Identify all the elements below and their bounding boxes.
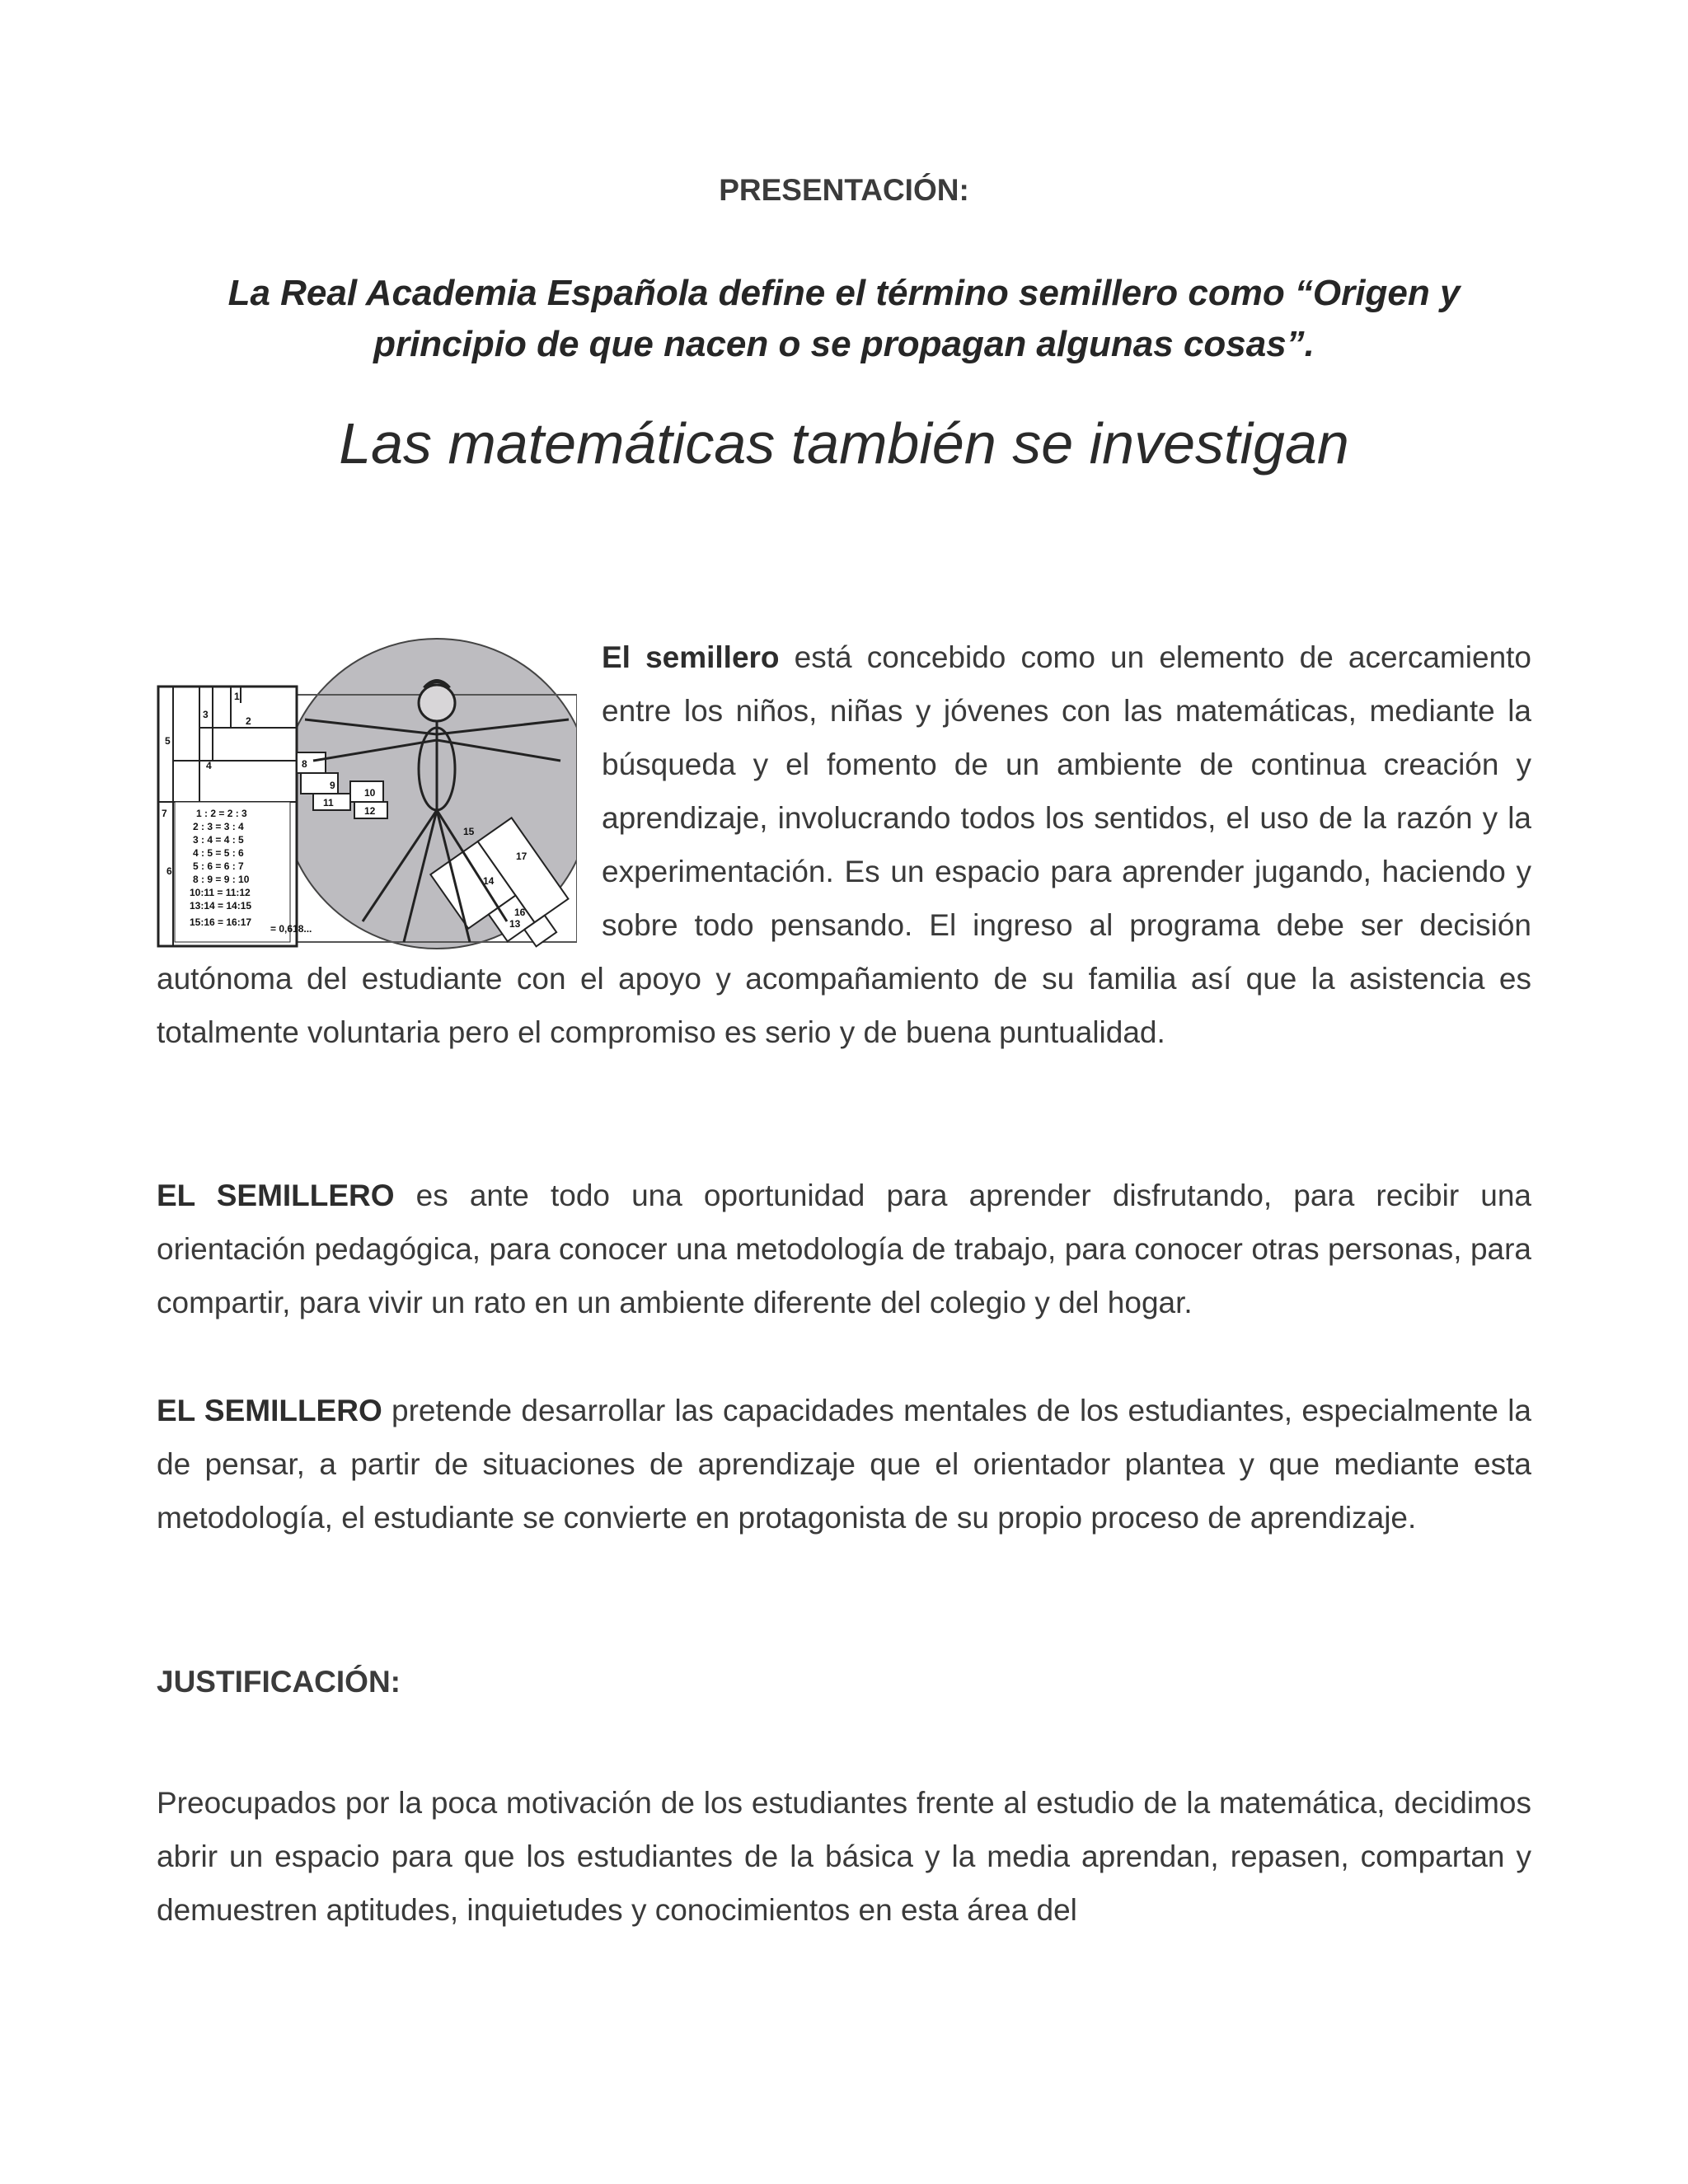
figure-number-1: 1 — [234, 691, 240, 702]
figure-number-7: 7 — [162, 808, 167, 819]
ratio-line: 4 : 5 = 5 : 6 — [193, 847, 244, 859]
ratio-line: 1 : 2 = 2 : 3 — [196, 808, 247, 819]
figure-number-13: 13 — [509, 918, 521, 930]
figure-number-9: 9 — [330, 780, 335, 791]
semillero-lead: El semillero — [602, 640, 780, 674]
paragraph-text: está concebido como un elemento de acercamiento entre los niños, niñas y jóvenes con las matemáticas, mediante la búsqueda y el fomento de un ambiente de continua creación y aprendizaje, involucrando todos los sentidos, el uso de la razón y la experimentación. Es un espacio para aprender jugando, haciendo y sobre todo pensando. El ingreso al programa debe ser decisión autónoma del estudiante con el apoyo y acompañamiento de su familia así que la asistencia es totalmente voluntaria pero el compromiso es serio y de buena puntualidad. — [157, 640, 1532, 1049]
section-heading-justificacion: JUSTIFICACIÓN: — [157, 1665, 401, 1699]
vitruvian-man-illustration — [157, 637, 577, 950]
figure-number-6: 6 — [166, 865, 172, 877]
figure-number-5: 5 — [165, 735, 171, 747]
page-subtitle: Las matemáticas también se investigan — [339, 411, 1349, 476]
figure-number-14: 14 — [483, 875, 495, 887]
semillero-lead: EL SEMILLERO — [157, 1394, 382, 1427]
ratio-line: 8 : 9 = 9 : 10 — [193, 874, 250, 885]
paragraph-text: pretende desarrollar las capacidades mentales de los estudiantes, especialmente la de pensar, a partir de situaciones de aprendizaje que el orientador plantea y que mediante esta metodología, el estudiante se convierte en protagonista de su propio proceso de aprendizaje. — [157, 1394, 1532, 1535]
ratio-line: 13:14 = 14:15 — [190, 900, 252, 912]
figure-number-4: 4 — [206, 760, 212, 771]
figure-number-8: 8 — [302, 758, 307, 770]
paragraph-text: es ante todo una oportunidad para aprender disfrutando, para recibir una orientación pedagógica, para conocer una metodología de trabajo, para conocer otras personas, para compartir, para vivir un rato en un ambiente diferente del colegio y del hogar. — [157, 1179, 1532, 1319]
paragraph-semillero-oportunidad — [157, 1169, 1531, 1329]
paragraph-semillero-intro — [157, 630, 1531, 1059]
ratio-line: 3 : 4 = 4 : 5 — [193, 834, 244, 846]
section-heading-presentacion: PRESENTACIÓN: — [719, 173, 969, 207]
ratio-line: 10:11 = 11:12 — [190, 887, 251, 898]
figure-number-15: 15 — [463, 826, 475, 837]
semillero-lead: EL SEMILLERO — [157, 1179, 395, 1212]
figure-number-10: 10 — [364, 787, 376, 799]
paragraph-semillero-capacidades — [157, 1384, 1531, 1544]
figure-number-17: 17 — [516, 851, 528, 862]
figure-number-12: 12 — [364, 805, 376, 817]
figure-number-16: 16 — [514, 907, 526, 918]
rae-quote: La Real Academia Española define el término semillero como “Origen y principio de que nacen o se propagan algunas cosas”. — [227, 273, 1461, 364]
ratio-line: 2 : 3 = 3 : 4 — [193, 821, 244, 832]
paragraph-justificacion: Preocupados por la poca motivación de los estudiantes frente al estudio de la matemática, decidimos abrir un espacio para que los estudiantes de la básica y la media aprendan, repasen, compartan y demuestren aptitudes, inquietudes y conocimientos en esta área del — [157, 1786, 1531, 1927]
figure-number-11: 11 — [323, 797, 334, 808]
vitruvian-man-image — [157, 637, 577, 950]
ratio-line: 15:16 = 16:17 — [190, 916, 252, 928]
ratio-line: 5 : 6 = 6 : 7 — [193, 860, 244, 872]
golden-ratio-label: = 0,618... — [270, 923, 312, 935]
figure-number-2: 2 — [246, 715, 251, 727]
figure-number-3: 3 — [203, 709, 209, 720]
